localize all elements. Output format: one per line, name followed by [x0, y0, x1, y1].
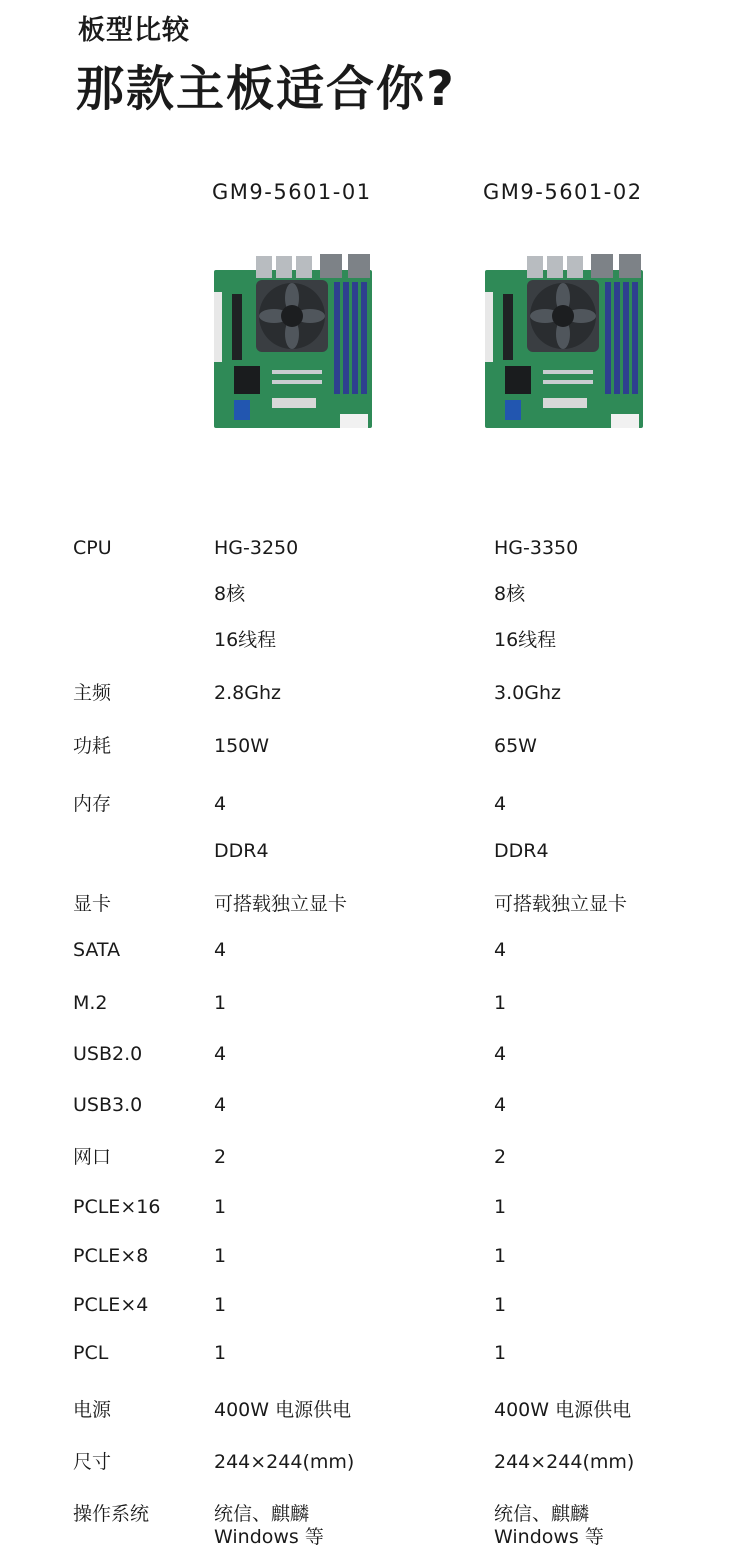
spec-label-usb3: USB3.0	[73, 1094, 143, 1116]
spec-value: 8核	[494, 583, 526, 605]
spec-value: 2.8Ghz	[214, 682, 281, 704]
spec-label-pcie-x8: PCLE×8	[73, 1245, 149, 1267]
spec-value: 1	[214, 992, 227, 1014]
spec-value: 4	[214, 1094, 227, 1116]
spec-label-sata: SATA	[73, 939, 121, 961]
spec-value: 1	[214, 1196, 227, 1218]
page-title: 那款主板适合你?	[76, 61, 456, 117]
spec-label-pcie-x4: PCLE×4	[73, 1294, 149, 1316]
spec-value: 可搭载独立显卡	[214, 893, 348, 915]
spec-value: 4	[494, 1043, 507, 1065]
model-name-1: GM9-5601-01	[212, 180, 372, 204]
motherboard-image	[212, 254, 374, 430]
spec-value: Windows 等	[494, 1526, 604, 1548]
spec-value: 400W 电源供电	[214, 1399, 352, 1421]
spec-value: 1	[214, 1294, 227, 1316]
spec-value: HG-3250	[214, 537, 299, 559]
spec-label-lan: 网口	[73, 1146, 112, 1168]
motherboard-image	[483, 254, 645, 430]
model-name-2: GM9-5601-02	[483, 180, 643, 204]
spec-value: 统信、麒麟	[494, 1503, 590, 1525]
spec-label-psu: 电源	[73, 1399, 112, 1421]
spec-value: 4	[494, 793, 507, 815]
spec-value: 2	[214, 1146, 227, 1168]
spec-value: 16线程	[494, 629, 557, 651]
spec-value: 244×244(mm)	[494, 1451, 635, 1473]
spec-value: 3.0Ghz	[494, 682, 561, 704]
spec-label-pcie-x16: PCLE×16	[73, 1196, 161, 1218]
spec-value: 4	[214, 939, 227, 961]
spec-label-frequency: 主频	[73, 682, 112, 704]
spec-label-cpu: CPU	[73, 537, 112, 559]
spec-value: 65W	[494, 735, 537, 757]
spec-value: 1	[494, 992, 507, 1014]
spec-value: 8核	[214, 583, 246, 605]
spec-label-m2: M.2	[73, 992, 108, 1014]
spec-label-power: 功耗	[73, 735, 112, 757]
spec-label-usb2: USB2.0	[73, 1043, 143, 1065]
spec-value: DDR4	[494, 840, 549, 862]
spec-value: 可搭载独立显卡	[494, 893, 628, 915]
spec-value: 1	[494, 1196, 507, 1218]
spec-value: 1	[494, 1294, 507, 1316]
spec-value: 4	[494, 939, 507, 961]
spec-value: Windows 等	[214, 1526, 324, 1548]
spec-value: 统信、麒麟	[214, 1503, 310, 1525]
spec-value: 244×244(mm)	[214, 1451, 355, 1473]
spec-value: DDR4	[214, 840, 269, 862]
spec-value: 150W	[214, 735, 270, 757]
spec-value: 1	[494, 1245, 507, 1267]
spec-label-os: 操作系统	[73, 1503, 150, 1525]
spec-value: 1	[494, 1342, 507, 1364]
spec-value: HG-3350	[494, 537, 579, 559]
spec-label-pcl: PCL	[73, 1342, 109, 1364]
spec-value: 2	[494, 1146, 507, 1168]
spec-value: 16线程	[214, 629, 277, 651]
spec-value: 1	[214, 1342, 227, 1364]
spec-value: 1	[214, 1245, 227, 1267]
section-subtitle: 板型比较	[78, 15, 190, 46]
spec-value: 400W 电源供电	[494, 1399, 632, 1421]
spec-label-size: 尺寸	[73, 1451, 112, 1473]
spec-value: 4	[494, 1094, 507, 1116]
spec-value: 4	[214, 793, 227, 815]
spec-value: 4	[214, 1043, 227, 1065]
spec-label-gpu: 显卡	[73, 893, 112, 915]
spec-label-memory: 内存	[73, 793, 112, 815]
